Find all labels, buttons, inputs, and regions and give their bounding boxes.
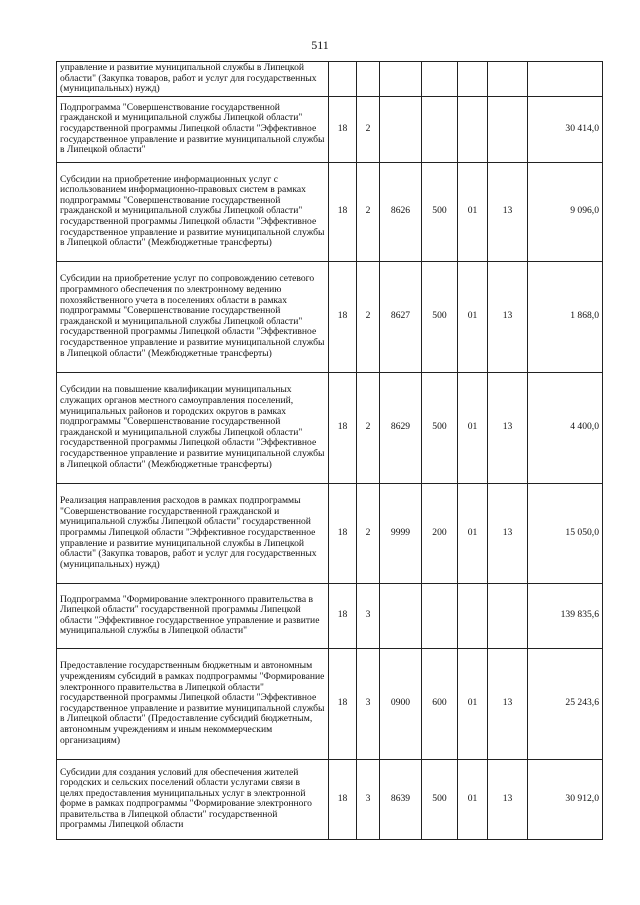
code-cell: 2	[357, 96, 380, 162]
code-cell: 01	[458, 483, 488, 583]
code-cell: 01	[458, 759, 488, 839]
amount-cell: 15 050,0	[528, 483, 603, 583]
code-cell: 600	[422, 648, 458, 759]
amount-cell: 139 835,6	[528, 583, 603, 648]
amount-cell: 30 912,0	[528, 759, 603, 839]
row-description: управление и развитие муниципальной службы в Липецкой области" (Закупка товаров, работ и услуг для государственных (муниципальных) нужд)	[57, 62, 329, 97]
code-cell: 18	[329, 162, 357, 261]
row-description: Подпрограмма "Совершенствование государственной гражданской и муниципальной службы Липецкой области" государственной программы Липецкой области "Эффективное государственное управление и развитие муниципальной службы в Липецкой области"	[57, 96, 329, 162]
page-number: 511	[311, 38, 329, 52]
row-description: Субсидии на приобретение услуг по сопровождению сетевого программного обеспечения по электронному ведению похозяйственного учета в поселениях области в рамках подпрограммы "Совершенствование государственной гражданской и муниципальной службы Липецкой области" государственной программы Липецкой области "Эффективное государственное управление и развитие муниципальной службы в Липецкой области" (Межбюджетные трансферты)	[57, 261, 329, 372]
code-cell: 500	[422, 759, 458, 839]
budget-table	[56, 61, 603, 840]
code-cell	[357, 62, 380, 97]
code-cell: 18	[329, 96, 357, 162]
table-row	[57, 372, 603, 483]
code-cell: 3	[357, 759, 380, 839]
code-cell: 500	[422, 162, 458, 261]
code-cell: 01	[458, 162, 488, 261]
code-cell: 2	[357, 261, 380, 372]
code-cell: 9999	[380, 483, 422, 583]
code-cell	[380, 583, 422, 648]
row-description: Субсидии для создания условий для обеспечения жителей городских и сельских поселений области услугами связи в целях предоставления муниципальных услуг в электронной форме в рамках подпрограммы "Формирование электронного правительства в Липецкой области" государственной программы Липецкой области	[57, 759, 329, 839]
code-cell: 500	[422, 372, 458, 483]
code-cell	[488, 62, 528, 97]
table-row	[57, 96, 603, 162]
code-cell	[488, 583, 528, 648]
code-cell: 13	[488, 483, 528, 583]
row-description: Реализация направления расходов в рамках подпрограммы "Совершенствование государственной гражданской и муниципальной службы Липецкой области" государственной программы Липецкой области "Эффективное государственное управление и развитие муниципальной службы в Липецкой области" (Закупка товаров, работ и услуг для государственных (муниципальных) нужд)	[57, 483, 329, 583]
code-cell: 8627	[380, 261, 422, 372]
code-cell: 8629	[380, 372, 422, 483]
code-cell	[422, 62, 458, 97]
table-row	[57, 648, 603, 759]
code-cell: 8626	[380, 162, 422, 261]
code-cell: 18	[329, 483, 357, 583]
code-cell: 13	[488, 372, 528, 483]
table-row	[57, 483, 603, 583]
row-description: Подпрограмма "Формирование электронного правительства в Липецкой области" государственной программы Липецкой области "Эффективное государственное управление и развитие муниципальной службы в Липецкой области"	[57, 583, 329, 648]
code-cell: 2	[357, 372, 380, 483]
code-cell: 18	[329, 648, 357, 759]
table-row	[57, 261, 603, 372]
amount-cell: 1 868,0	[528, 261, 603, 372]
code-cell: 18	[329, 372, 357, 483]
code-cell	[380, 62, 422, 97]
code-cell: 13	[488, 648, 528, 759]
code-cell: 01	[458, 261, 488, 372]
code-cell: 2	[357, 162, 380, 261]
table-row	[57, 162, 603, 261]
amount-cell: 30 414,0	[528, 96, 603, 162]
amount-cell	[528, 62, 603, 97]
row-description: Субсидии на повышение квалификации муниципальных служащих органов местного самоуправления поселений, муниципальных районов и городских округов в рамках подпрограммы "Совершенствование государственной гражданской и муниципальной службы Липецкой области" государственной программы Липецкой области "Эффективное государственное управление и развитие муниципальной службы в Липецкой области" (Межбюджетные трансферты)	[57, 372, 329, 483]
code-cell	[422, 583, 458, 648]
table-row	[57, 759, 603, 839]
code-cell	[422, 96, 458, 162]
code-cell: 18	[329, 759, 357, 839]
row-description: Предоставление государственным бюджетным и автономным учреждениям субсидий в рамках подпрограммы "Формирование электронного правительства в Липецкой области" государственной программы Липецкой области "Эффективное государственное управление и развитие муниципальной службы в Липецкой области" (Предоставление субсидий бюджетным, автономным учреждениям и иным некоммерческим организациям)	[57, 648, 329, 759]
code-cell: 13	[488, 261, 528, 372]
row-description: Субсидии на приобретение информационных услуг с использованием информационно-правовых систем в рамках подпрограммы "Совершенствование государственной гражданской и муниципальной службы Липецкой области" государственной программы Липецкой области "Эффективное государственное управление и развитие муниципальной службы в Липецкой области" (Межбюджетные трансферты)	[57, 162, 329, 261]
table-row	[57, 583, 603, 648]
table-row	[57, 62, 603, 97]
code-cell: 01	[458, 372, 488, 483]
code-cell: 13	[488, 162, 528, 261]
code-cell: 500	[422, 261, 458, 372]
code-cell	[458, 62, 488, 97]
code-cell	[380, 96, 422, 162]
code-cell: 3	[357, 583, 380, 648]
code-cell: 01	[458, 648, 488, 759]
amount-cell: 9 096,0	[528, 162, 603, 261]
code-cell: 2	[357, 483, 380, 583]
code-cell: 13	[488, 759, 528, 839]
code-cell: 3	[357, 648, 380, 759]
code-cell: 18	[329, 583, 357, 648]
amount-cell: 4 400,0	[528, 372, 603, 483]
code-cell	[488, 96, 528, 162]
code-cell	[329, 62, 357, 97]
code-cell: 0900	[380, 648, 422, 759]
code-cell	[458, 96, 488, 162]
code-cell: 18	[329, 261, 357, 372]
code-cell: 200	[422, 483, 458, 583]
code-cell: 8639	[380, 759, 422, 839]
code-cell	[458, 583, 488, 648]
amount-cell: 25 243,6	[528, 648, 603, 759]
